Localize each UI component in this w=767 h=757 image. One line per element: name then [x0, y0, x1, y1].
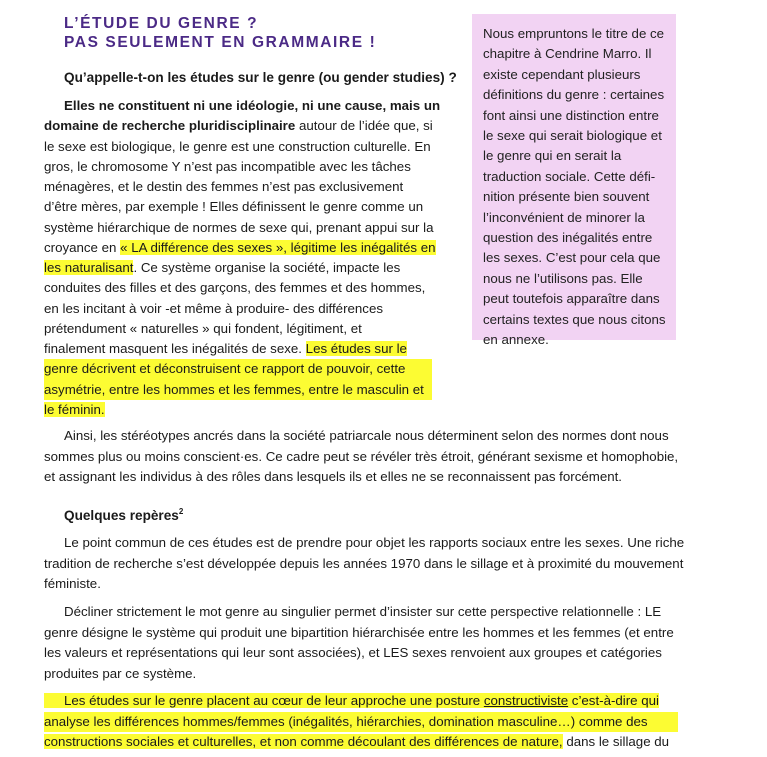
chapter-title-line-1: L’ÉTUDE DU GENRE ?: [64, 15, 259, 32]
section-heading-text: Quelques repères: [64, 508, 179, 523]
paragraph-text: en les incitant à voir -et même à produire- des différences: [44, 300, 383, 316]
sidebar-note: [472, 14, 676, 348]
paragraph-text: finalement masquent les inégalités de sexe.: [44, 341, 306, 356]
paragraph-text: le sexe est biologique, le genre est une construction culturelle. En: [44, 138, 431, 154]
highlighted-text: les naturalisant: [44, 260, 134, 275]
sidebar-line: chapitre à Cendrine Marro. Il: [483, 46, 652, 62]
underlined-term: constructiviste: [483, 693, 569, 708]
paragraph-genre-singular: [44, 602, 678, 684]
sidebar-line: en annexe.: [483, 332, 549, 348]
highlighted-text: Les études sur le genre placent au cœur de leur approche une posture: [64, 693, 484, 708]
paragraph-text: Ainsi, les stéréotypes ancrés dans la société patriarcale nous déterminent selon des normes dont nous: [64, 428, 669, 443]
section-heading-reperes: [64, 507, 183, 523]
highlighted-text: genre décrivent et déconstruisent ce rapport de pouvoir, cette: [44, 361, 406, 377]
paragraph-text: d’être mères, par exemple ! Elles définissent le genre comme un: [44, 199, 424, 215]
sidebar-line: le genre qui en serait la: [483, 148, 622, 164]
paragraph-text: conduites des filles et des garçons, des femmes et des hommes,: [44, 280, 426, 296]
highlighted-text: asymétrie, entre les hommes et les femmes, entre le masculin et: [44, 381, 424, 397]
paragraph-text: et assignant les individus à des rôles dans lesquels ils et elles ne se reconnaissent pas forcément.: [44, 469, 622, 484]
paragraph-text: féministe.: [44, 576, 101, 591]
paragraph-stereotypes: [44, 426, 678, 488]
paragraph-text: . Ce système organise la société, impacte les: [133, 260, 401, 275]
sidebar-line: question des inégalités entre: [483, 230, 653, 246]
highlighted-text: analyse les différences hommes/femmes (inégalités, hiérarchies, domination masculine…) comme des: [44, 713, 648, 729]
paragraph-text: produites par ce système.: [44, 665, 197, 681]
paragraph-bold-lead: domaine de recherche pluridisciplinaire: [44, 118, 296, 134]
sidebar-line: existe cependant plusieurs: [483, 66, 641, 82]
paragraph-text: croyance en: [44, 239, 121, 255]
highlighted-text: [44, 693, 659, 708]
highlighted-text: Les études sur le: [305, 341, 407, 356]
sidebar-line: traduction sociale. Cette défi-: [483, 168, 656, 184]
paragraph-bold-lead: Elles ne constituent ni une idéologie, ni une cause, mais un: [64, 98, 441, 113]
sidebar-line: nous ne l’utilisons pas. Elle: [483, 270, 643, 286]
sidebar-line: peut toutefois apparaître dans: [483, 291, 660, 307]
footnote-marker: 2: [178, 507, 184, 516]
paragraph-constructivist: [44, 691, 678, 753]
sidebar-line: définitions du genre : certaines: [483, 87, 665, 103]
sidebar-line: le sexe qui serait biologique et: [483, 128, 662, 144]
paragraph-text: Décliner strictement le mot genre au singulier permet d’insister sur cette perspective relationnelle : LE: [64, 604, 662, 619]
paragraph-definition: [44, 96, 441, 420]
paragraph-text: ménagères, et le destin des femmes n’est pas exclusivement: [44, 179, 404, 194]
paragraph-text: genre désigne le système qui produit une bipartition hiérarchisée entre les hommes et les femmes (et entre: [44, 624, 674, 640]
paragraph-text: les valeurs et représentations qui leur sont associées), et LES sexes renvoient aux groupes et catégories: [44, 645, 662, 660]
highlighted-text: c’est-à-dire qui: [568, 693, 660, 708]
paragraph-text: système hiérarchique de normes de sexe qui, prenant appui sur la: [44, 219, 434, 235]
section-question-heading: Qu’appelle-t-on les études sur le genre (ou gender studies) ?: [64, 70, 457, 85]
paragraph-text: Le point commun de ces études est de prendre pour objet les rapports sociaux entre les sexes. Une riche: [64, 535, 685, 550]
paragraph-common-point: [44, 533, 685, 595]
paragraph-text: autour de l’idée que, si: [295, 118, 433, 134]
paragraph-text: dans le sillage du: [562, 734, 670, 749]
sidebar-line: certains textes que nous citons: [483, 311, 666, 327]
sidebar-line: nition présente bien souvent: [483, 189, 650, 205]
highlighted-text: le féminin.: [44, 401, 105, 417]
paragraph-text: tradition de recherche s’est développée depuis les années 1970 dans le sillage et à proximité du mouvement: [44, 555, 684, 571]
paragraph-text: prétendument « naturelles » qui fondent, légitiment, et: [44, 320, 362, 336]
sidebar-line: font ainsi une distinction entre: [483, 107, 659, 123]
sidebar-line: l’inconvénient de minorer la: [483, 209, 645, 225]
chapter-title-line-2: PAS SEULEMENT EN GRAMMAIRE !: [64, 34, 377, 51]
chapter-title: [64, 14, 376, 52]
sidebar-line: les sexes. C’est pour cela que: [483, 250, 661, 266]
highlighted-text: « LA différence des sexes », légitime les inégalités en: [120, 239, 436, 255]
paragraph-text: gros, le chromosome Y n’est pas incompatible avec les tâches: [44, 158, 411, 174]
paragraph-text: sommes plus ou moins conscient·es. Ce cadre peut se révéler très étroit, générant sexisme et homophobie,: [44, 448, 679, 464]
sidebar-line: Nous empruntons le titre de ce: [483, 26, 665, 41]
highlighted-text: constructions sociales et culturelles, et non comme découlant des différences de nature,: [44, 734, 563, 749]
